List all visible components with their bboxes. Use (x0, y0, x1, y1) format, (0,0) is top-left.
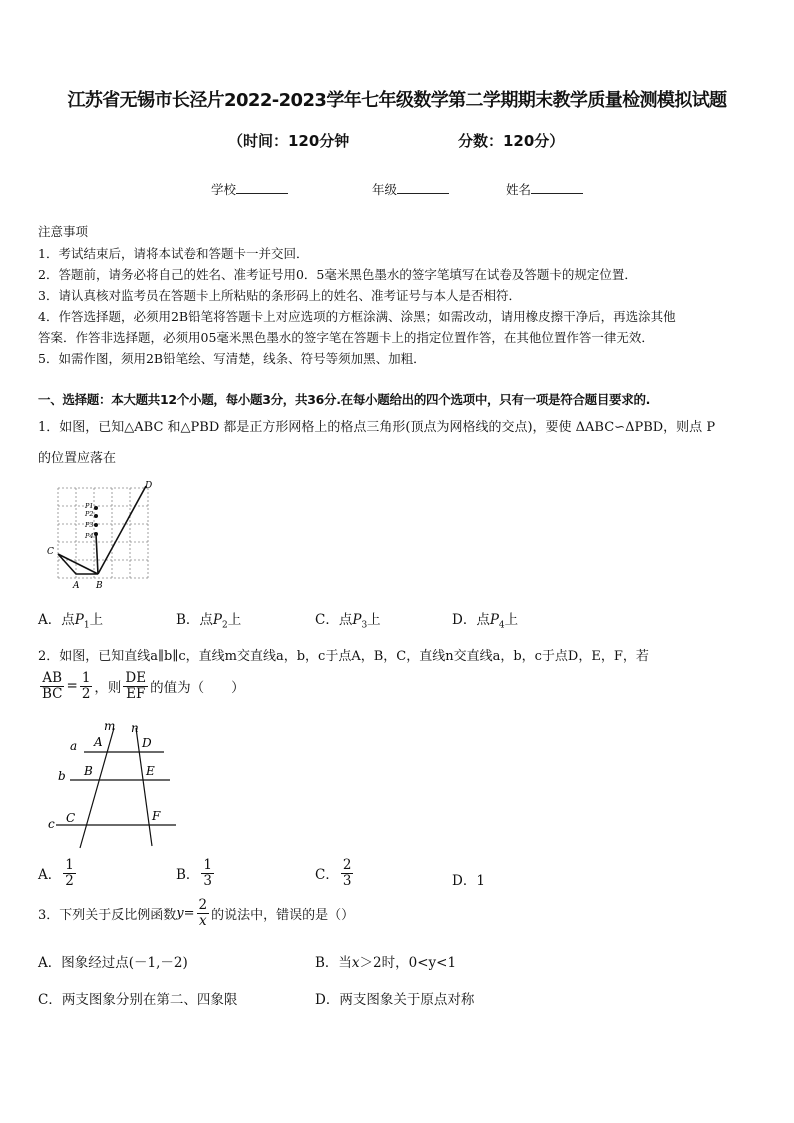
score-info: 分数：120分） (458, 132, 565, 150)
q1-option-b[interactable]: B．点$P_2$上 (176, 612, 242, 631)
label-n: n (131, 721, 139, 735)
page-title: 江苏省无锡市长泾片2022-2023学年七年级数学第二学期期末教学质量检测模拟试题 (67, 90, 727, 111)
label-m: m (104, 719, 116, 733)
label-F: F (152, 809, 161, 823)
name-blank[interactable] (531, 181, 583, 194)
time-info: （时间：120分钟 (228, 132, 350, 150)
q1-option-d[interactable]: D．点$P_4$上 (452, 612, 519, 631)
label-A: A (73, 581, 80, 591)
q2-parallel-lines-figure (44, 718, 184, 850)
name-label: 姓名 (506, 182, 532, 197)
q1-text-line1: 1．如图，已知△ABC 和△PBD 都是正方形网格上的格点三角形(顶点为网格线的交点)，要使 ΔABC∽ΔPBD，则点 P (38, 420, 716, 435)
label-D: D (142, 736, 152, 750)
q3-option-c[interactable]: C．两支图象分别在第二、四象限 (38, 992, 238, 1008)
q3-option-a[interactable]: A．图象经过点(－1,－2) (38, 955, 188, 971)
q2-option-c[interactable]: C． $\frac{2}{3}$ (315, 857, 352, 889)
note-item: 答案．作答非选择题，必须用05毫米黑色墨水的签字笔在答题卡上的指定位置作答，在其他位置作答一律无效． (38, 330, 654, 345)
label-P1: P1 (85, 502, 94, 510)
label-P4: P4 (85, 532, 94, 540)
grade-blank[interactable] (397, 181, 449, 194)
q2-option-a[interactable]: A． $\frac{1}{2}$ (38, 857, 74, 889)
notes-heading: 注意事项 (38, 224, 89, 239)
section-heading: 一、选择题：本大题共12个小题，每小题3分，共36分.在每小题给出的四个选项中，只有一项是符合题目要求的. (38, 392, 651, 407)
q3-option-b[interactable]: B．当x＞2时，0<y<1 (315, 955, 457, 971)
label-B: B (84, 764, 93, 778)
grade-label: 年级 (372, 182, 398, 197)
grade-field (372, 180, 449, 198)
label-C: C (47, 547, 54, 557)
q3-option-d[interactable]: D．两支图象关于原点对称 (315, 992, 475, 1008)
school-blank[interactable] (236, 181, 288, 194)
label-B: B (96, 581, 103, 591)
label-A: A (94, 735, 103, 749)
q1-grid-figure (44, 478, 164, 594)
label-a: a (70, 739, 78, 753)
note-item: 5．如需作图，须用2B铅笔绘、写清楚，线条、符号等须加黑、加粗． (38, 351, 426, 366)
note-item: 3．请认真核对监考员在答题卡上所粘贴的条形码上的姓名、准考证号与本人是否相符． (38, 288, 521, 303)
label-C: C (66, 811, 76, 825)
q2-text-line2: $\frac{AB}{BC}$ = $\frac{1}{2}$ ，则 $\frac{DE}{EF}$ 的值为（ ） (42, 670, 245, 702)
q1-option-a[interactable]: A．点$P_1$上 (38, 612, 104, 631)
note-item: 2．答题前，请务必将自己的姓名、准考证号用0．5毫米黑色墨水的签字笔填写在试卷及答题卡的规定位置． (38, 267, 637, 282)
school-field (211, 180, 288, 198)
q1-option-c[interactable]: C．点$P_3$上 (315, 612, 381, 631)
label-D: D (145, 481, 153, 491)
note-item: 1．考试结束后，请将本试卷和答题卡一并交回． (38, 246, 309, 261)
q2-text-line1: 2．如图，已知直线a∥b∥c，直线m交直线a，b，c于点A，B，C，直线n交直线a，b，c于点D，E，F，若 (38, 649, 649, 664)
q1-text-line2: 的位置应落在 (38, 451, 117, 466)
q2-option-d[interactable]: D．1 (452, 873, 485, 889)
label-P3: P3 (85, 521, 94, 529)
label-E: E (146, 764, 155, 778)
name-field (506, 180, 583, 198)
label-P2: P2 (85, 510, 94, 518)
q2-option-b[interactable]: B． $\frac{1}{3}$ (176, 857, 213, 889)
label-b: b (58, 769, 66, 783)
note-item: 4．作答选择题，必须用2B铅笔将答题卡上对应选项的方框涂满、涂黑；如需改动，请用橡皮擦干净后，再选涂其他 (38, 309, 676, 324)
label-c: c (48, 817, 55, 831)
school-label: 学校 (211, 182, 237, 197)
q3-text: 3．下列关于反比例函数 y = $\frac{2}{x}$ 的说法中，错误的是（） (38, 897, 355, 929)
